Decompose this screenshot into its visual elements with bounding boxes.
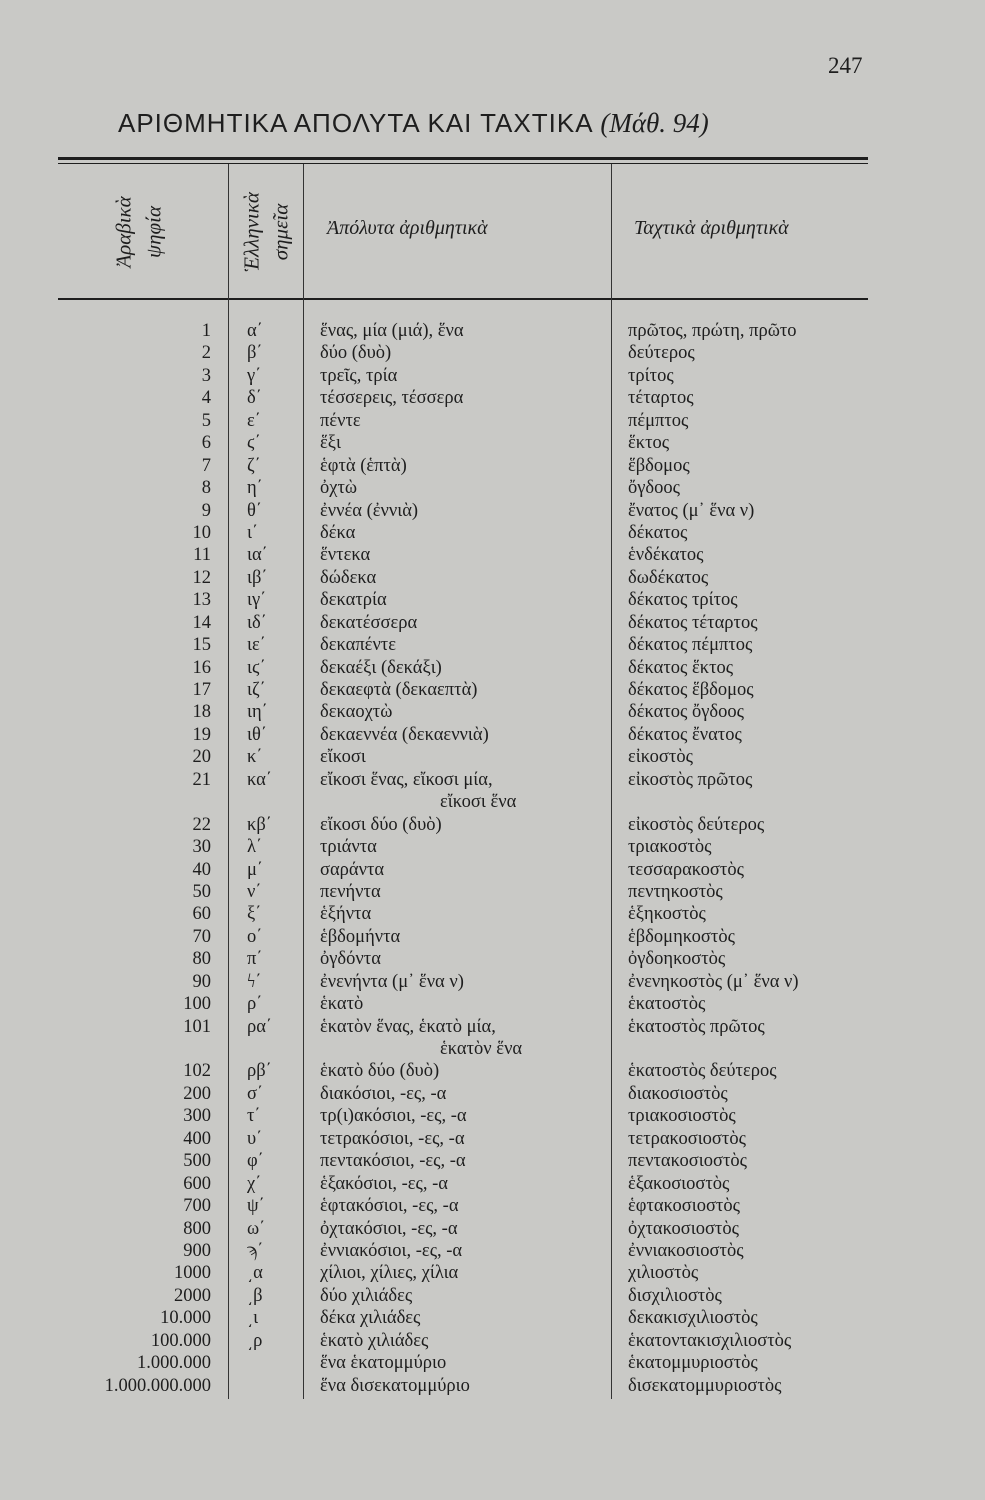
ordinal-number: εἰκοστὸς πρῶτος <box>628 769 753 790</box>
ordinal-number: ἑκατομμυριοστὸς <box>628 1353 758 1374</box>
ordinal-number: δισεκατομμυριοστὸς <box>628 1375 782 1396</box>
table-row <box>0 724 985 746</box>
cardinal-number: τέσσερεις, τέσσερα <box>320 388 464 409</box>
cardinal-number: δύο χιλιάδες <box>320 1285 413 1306</box>
ordinal-number: ἑκατοστὸς δεύτερος <box>628 1061 777 1082</box>
table-row <box>0 859 985 881</box>
greek-numeral: φ΄ <box>247 1151 264 1172</box>
cardinal-number: δέκα <box>320 522 356 543</box>
arabic-numeral: 7 <box>201 455 211 476</box>
table-row <box>0 410 985 432</box>
table-row <box>0 1218 985 1240</box>
ordinal-number: δέκατος ἕβδομος <box>628 680 754 700</box>
table-row <box>0 612 985 634</box>
greek-numeral: ξ΄ <box>247 904 262 925</box>
greek-numeral: υ΄ <box>247 1128 263 1149</box>
arabic-numeral: 10.000 <box>160 1308 211 1329</box>
cardinal-number: χίλιοι, χίλιες, χίλια <box>320 1263 459 1284</box>
table-row <box>0 746 985 768</box>
table-row-continuation <box>0 791 985 813</box>
arabic-numeral: 70 <box>192 926 211 947</box>
arabic-numeral: 8 <box>201 478 211 499</box>
cardinal-number: ἑφτὰ (ἑπτὰ) <box>320 455 407 476</box>
cardinal-number: δεκαπέντε <box>320 635 397 656</box>
header-bottom-rule <box>58 298 868 300</box>
table-row <box>0 971 985 993</box>
cardinal-number: ὀχτακόσιοι, -ες, -α <box>320 1218 458 1239</box>
ordinal-number: ὀγδοηκοστὸς <box>628 949 726 970</box>
greek-numeral: ρ΄ <box>247 994 263 1015</box>
arabic-numeral: 30 <box>192 837 211 858</box>
greek-numeral: ιε΄ <box>247 635 266 656</box>
cardinal-number: τρ(ι)ακόσιοι, -ες, -α <box>320 1106 467 1127</box>
table-row <box>0 544 985 566</box>
ordinal-number: δεύτερος <box>628 343 695 364</box>
cardinal-number: ἑκατὸ <box>320 994 364 1015</box>
greek-numeral: π΄ <box>247 949 263 970</box>
arabic-numeral: 400 <box>183 1128 211 1149</box>
table-row <box>0 455 985 477</box>
ordinal-number: ἑξηκοστὸς <box>628 904 706 925</box>
greek-numeral: ιη΄ <box>247 702 268 723</box>
table-row <box>0 1060 985 1082</box>
table-row <box>0 679 985 701</box>
greek-numeral: θ΄ <box>247 500 263 521</box>
greek-numeral: κβ΄ <box>247 814 272 835</box>
greek-numeral: ρβ΄ <box>247 1061 272 1082</box>
table-row <box>0 1195 985 1217</box>
greek-numeral: σ΄ <box>247 1083 264 1104</box>
top-thin-rule <box>58 163 868 164</box>
ordinal-number: τρίτος <box>628 365 674 386</box>
cardinal-number: ἐννιακόσιοι, -ες, -α <box>320 1240 463 1261</box>
table-row <box>0 993 985 1015</box>
numerals-table <box>0 320 985 1397</box>
cardinal-number: εἴκοσι δύο (δυὸ) <box>320 814 442 835</box>
arabic-numeral: 800 <box>183 1218 211 1239</box>
table-row <box>0 589 985 611</box>
cardinal-number: ἑξακόσιοι, -ες, -α <box>320 1173 448 1194</box>
ordinal-number: δέκατος ὄγδοος <box>628 702 744 723</box>
cardinal-number: πέντε <box>320 410 361 431</box>
greek-numeral: ͵ι <box>247 1308 259 1329</box>
cardinal-number: δέκα χιλιάδες <box>320 1308 421 1329</box>
table-row <box>0 657 985 679</box>
arabic-numeral: 2 <box>201 343 211 364</box>
greek-numeral: κ΄ <box>247 747 263 768</box>
table-row <box>0 948 985 970</box>
cardinal-number: δεκατρία <box>320 590 387 611</box>
arabic-numeral: 22 <box>192 814 211 835</box>
ordinal-number: ἑνδέκατος <box>628 545 704 566</box>
arabic-numeral: 9 <box>201 500 211 521</box>
ordinal-number: δεκακισχιλιοστὸς <box>628 1308 758 1329</box>
cardinal-number: διακόσιοι, -ες, -α <box>320 1083 447 1104</box>
ordinal-number: δέκατος <box>628 522 688 543</box>
greek-numeral: ρα΄ <box>247 1016 273 1037</box>
ordinal-number: δέκατος ἕκτος <box>628 657 734 678</box>
ordinal-number: τετρακοσιοστὸς <box>628 1128 746 1149</box>
ordinal-number: εἰκοστὸς δεύτερος <box>628 814 765 835</box>
arabic-numeral: 10 <box>192 522 211 543</box>
greek-numeral: χ΄ <box>247 1173 262 1194</box>
arabic-numeral: 18 <box>192 702 211 723</box>
greek-numeral: τ΄ <box>247 1106 261 1127</box>
arabic-numeral: 4 <box>201 388 211 409</box>
table-row <box>0 432 985 454</box>
ordinal-number: τριακοστὸς <box>628 837 712 858</box>
cardinal-number: ὀγδόντα <box>320 949 381 970</box>
cardinal-number: ἕνα δισεκατομμύριο <box>320 1375 470 1396</box>
cardinal-number: δύο (δυὸ) <box>320 343 392 364</box>
cardinal-number: τρεῖς, τρία <box>320 365 398 386</box>
cardinal-number: πενήντα <box>320 881 381 902</box>
table-row <box>0 926 985 948</box>
arabic-numeral: 21 <box>192 769 211 790</box>
ordinal-number: πεντακοσιοστὸς <box>628 1151 747 1172</box>
cardinal-number: ἕνας, μία (μιά), ἕνα <box>320 321 464 341</box>
cardinal-number: πεντακόσιοι, -ες, -α <box>320 1151 466 1172</box>
greek-numeral: ω΄ <box>247 1218 266 1239</box>
table-row <box>0 1352 985 1374</box>
table-row <box>0 1105 985 1127</box>
ordinal-number: ἑκατοστὸς πρῶτος <box>628 1016 765 1037</box>
greek-numeral: α΄ <box>247 321 263 341</box>
greek-numeral: ια΄ <box>247 545 268 566</box>
greek-numeral: ιζ΄ <box>247 680 266 700</box>
arabic-numeral: 1 <box>201 321 211 341</box>
page-number: 247 <box>828 53 863 78</box>
cardinal-number: δεκαεφτὰ (δεκαεπτὰ) <box>320 680 478 700</box>
ordinal-number: δωδέκατος <box>628 567 709 588</box>
cardinal-number: ἕνα ἑκατομμύριο <box>320 1353 447 1374</box>
table-row <box>0 1285 985 1307</box>
greek-numeral: κα΄ <box>247 769 273 790</box>
greek-numeral: ϛ΄ <box>247 433 261 454</box>
table-row <box>0 701 985 723</box>
ordinal-number: ἑφτακοσιοστὸς <box>628 1196 740 1217</box>
arabic-numeral: 102 <box>183 1061 211 1082</box>
cardinal-number: ἑφτακόσιοι, -ες, -α <box>320 1196 459 1217</box>
greek-numeral: ψ΄ <box>247 1196 265 1217</box>
greek-numeral: ε΄ <box>247 410 261 431</box>
table-row <box>0 903 985 925</box>
cardinal-number: δεκαοχτὼ <box>320 702 393 723</box>
table-row <box>0 814 985 836</box>
arabic-numeral: 1.000.000 <box>137 1353 211 1374</box>
cardinal-continuation: ἑκατὸν ἕνα <box>440 1039 523 1059</box>
arabic-numeral: 700 <box>183 1196 211 1217</box>
table-row <box>0 567 985 589</box>
arabic-numeral: 60 <box>192 904 211 925</box>
greek-numeral: η΄ <box>247 478 263 499</box>
arabic-numeral: 500 <box>183 1151 211 1172</box>
greek-numeral: ζ΄ <box>247 455 261 476</box>
greek-numeral: λ΄ <box>247 837 263 858</box>
arabic-numeral: 13 <box>192 590 211 611</box>
greek-numeral: ιδ΄ <box>247 612 267 633</box>
arabic-numeral: 100.000 <box>150 1330 211 1351</box>
cardinal-number: εἴκοσι <box>320 747 366 768</box>
ordinal-number: δέκατος ἔνατος <box>628 724 742 745</box>
arabic-numeral: 1000 <box>174 1263 211 1284</box>
greek-numeral: ͵α <box>247 1263 263 1284</box>
arabic-numeral: 40 <box>192 859 211 880</box>
greek-numeral: ι΄ <box>247 522 259 543</box>
cardinal-number: δεκαεννέα (δεκαεννιὰ) <box>320 724 489 745</box>
greek-numeral: ͵β <box>247 1285 263 1306</box>
arabic-numeral: 20 <box>192 747 211 768</box>
greek-numeral: ο΄ <box>247 926 263 947</box>
table-row-continuation <box>0 1038 985 1060</box>
ordinal-number: τριακοσιοστὸς <box>628 1106 736 1127</box>
table-row <box>0 342 985 364</box>
cardinal-number: ἑκατὸν ἕνας, ἑκατὸ μία, <box>320 1016 496 1037</box>
header-ordinal: Ταχτικὰ ἀριθμητικὰ <box>634 217 789 239</box>
cardinal-number: ἑκατὸ δύο (δυὸ) <box>320 1061 440 1082</box>
arabic-numeral: 200 <box>183 1083 211 1104</box>
table-row <box>0 634 985 656</box>
table-row <box>0 1307 985 1329</box>
greek-numeral: ιθ΄ <box>247 724 267 745</box>
table-row <box>0 881 985 903</box>
ordinal-number: δέκατος τέταρτος <box>628 612 758 633</box>
arabic-numeral: 5 <box>201 410 211 431</box>
cardinal-number: ἕξι <box>320 433 341 454</box>
arabic-numeral: 11 <box>193 545 211 566</box>
top-double-rule <box>58 157 868 160</box>
greek-numeral: μ΄ <box>247 859 264 880</box>
header-cardinal: Ἀπόλυτα ἀριθμητικὰ <box>327 217 488 239</box>
cardinal-number: ἕντεκα <box>320 545 371 566</box>
arabic-numeral: 2000 <box>174 1285 211 1306</box>
table-row <box>0 1016 985 1038</box>
greek-numeral: ιϛ΄ <box>247 657 266 678</box>
table-row <box>0 365 985 387</box>
ordinal-number: ἑξακοσιοστὸς <box>628 1173 730 1194</box>
cardinal-number: ὀχτὼ <box>320 478 358 499</box>
table-row <box>0 1330 985 1352</box>
greek-numeral: ιβ΄ <box>247 567 268 588</box>
table-row <box>0 477 985 499</box>
arabic-numeral: 6 <box>201 433 211 454</box>
arabic-numeral: 50 <box>192 881 211 902</box>
arabic-numeral: 900 <box>183 1240 211 1261</box>
cardinal-number: ἑβδομήντα <box>320 926 401 947</box>
ordinal-number: πρῶτος, πρώτη, πρῶτο <box>628 321 797 341</box>
ordinal-number: ἕβδομος <box>628 455 690 476</box>
arabic-numeral: 15 <box>192 635 211 656</box>
ordinal-number: χιλιοστὸς <box>628 1263 699 1284</box>
ordinal-number: ἐνενηκοστὸς (μ᾽ ἕνα ν) <box>628 971 799 992</box>
greek-numeral: β΄ <box>247 343 263 364</box>
arabic-numeral: 16 <box>192 657 211 678</box>
arabic-numeral: 300 <box>183 1106 211 1127</box>
greek-numeral: ν΄ <box>247 881 262 902</box>
greek-numeral: ϡ΄ <box>247 1240 264 1261</box>
greek-numeral: δ΄ <box>247 388 262 409</box>
ordinal-number: ἔνατος (μ᾽ ἕνα ν) <box>628 500 755 521</box>
title-reference: (Μάθ. 94) <box>600 108 709 138</box>
ordinal-number: πεντηκοστὸς <box>628 881 723 902</box>
greek-numeral: ιγ΄ <box>247 590 267 611</box>
table-row <box>0 1375 985 1397</box>
arabic-numeral: 600 <box>183 1173 211 1194</box>
ordinal-number: διακοσιοστὸς <box>628 1083 728 1104</box>
ordinal-number: ὀχτακοσιοστὸς <box>628 1218 739 1239</box>
ordinal-number: τέταρτος <box>628 388 694 409</box>
ordinal-number: ἑκατοστὸς <box>628 994 706 1015</box>
cardinal-number: δώδεκα <box>320 567 377 588</box>
cardinal-number: ἑξήντα <box>320 904 372 925</box>
greek-numeral: γ΄ <box>247 365 262 386</box>
table-row <box>0 836 985 858</box>
table-row <box>0 320 985 342</box>
arabic-numeral: 17 <box>192 680 211 700</box>
table-row <box>0 500 985 522</box>
ordinal-number: ἑκατοντακισχιλιοστὸς <box>628 1330 792 1351</box>
ordinal-number: ἑβδομηκοστὸς <box>628 926 735 947</box>
arabic-numeral: 14 <box>192 612 211 633</box>
table-row <box>0 1083 985 1105</box>
table-row <box>0 387 985 409</box>
ordinal-number: εἰκοστὸς <box>628 747 693 768</box>
ordinal-number: ἐννιακοσιοστὸς <box>628 1240 744 1261</box>
table-row <box>0 1128 985 1150</box>
arabic-numeral: 12 <box>192 567 211 588</box>
table-row <box>0 522 985 544</box>
arabic-numeral: 80 <box>192 949 211 970</box>
cardinal-number: τετρακόσιοι, -ες, -α <box>320 1128 465 1149</box>
ordinal-number: δισχιλιοστὸς <box>628 1285 722 1306</box>
greek-numeral: ϟ΄ <box>247 971 262 992</box>
table-row <box>0 1150 985 1172</box>
table-row <box>0 769 985 791</box>
arabic-numeral: 100 <box>183 994 211 1015</box>
arabic-numeral: 101 <box>183 1016 211 1037</box>
cardinal-number: δεκατέσσερα <box>320 612 418 633</box>
table-row <box>0 1240 985 1262</box>
cardinal-number: ἐνενήντα (μ᾽ ἕνα ν) <box>320 971 464 992</box>
cardinal-continuation: εἴκοσι ἕνα <box>440 792 517 813</box>
title-text: ΑΡΙΘΜΗΤΙΚΑ ΑΠΟΛΥΤΑ ΚΑΙ ΤΑΧΤΙΚΑ <box>118 108 593 138</box>
arabic-numeral: 19 <box>192 724 211 745</box>
page-title <box>118 108 709 139</box>
ordinal-number: ὄγδοος <box>628 478 680 499</box>
ordinal-number: δέκατος τρίτος <box>628 590 738 611</box>
arabic-numeral: 90 <box>192 971 211 992</box>
cardinal-number: εἴκοσι ἕνας, εἴκοσι μία, <box>320 769 493 790</box>
ordinal-number: τεσσαρακοστὸς <box>628 859 744 880</box>
table-row <box>0 1173 985 1195</box>
ordinal-number: πέμπτος <box>628 410 689 431</box>
cardinal-number: δεκαέξι (δεκάξι) <box>320 657 442 678</box>
ordinal-number: δέκατος πέμπτος <box>628 635 753 656</box>
greek-numeral: ͵ρ <box>247 1330 263 1351</box>
cardinal-number: τριάντα <box>320 837 377 858</box>
cardinal-number: σαράντα <box>320 859 385 880</box>
table-row <box>0 1262 985 1284</box>
cardinal-number: ἐννέα (ἐννιὰ) <box>320 500 419 521</box>
arabic-numeral: 1.000.000.000 <box>104 1375 211 1396</box>
ordinal-number: ἕκτος <box>628 433 670 454</box>
arabic-numeral: 3 <box>201 365 211 386</box>
cardinal-number: ἑκατὸ χιλιάδες <box>320 1330 429 1351</box>
